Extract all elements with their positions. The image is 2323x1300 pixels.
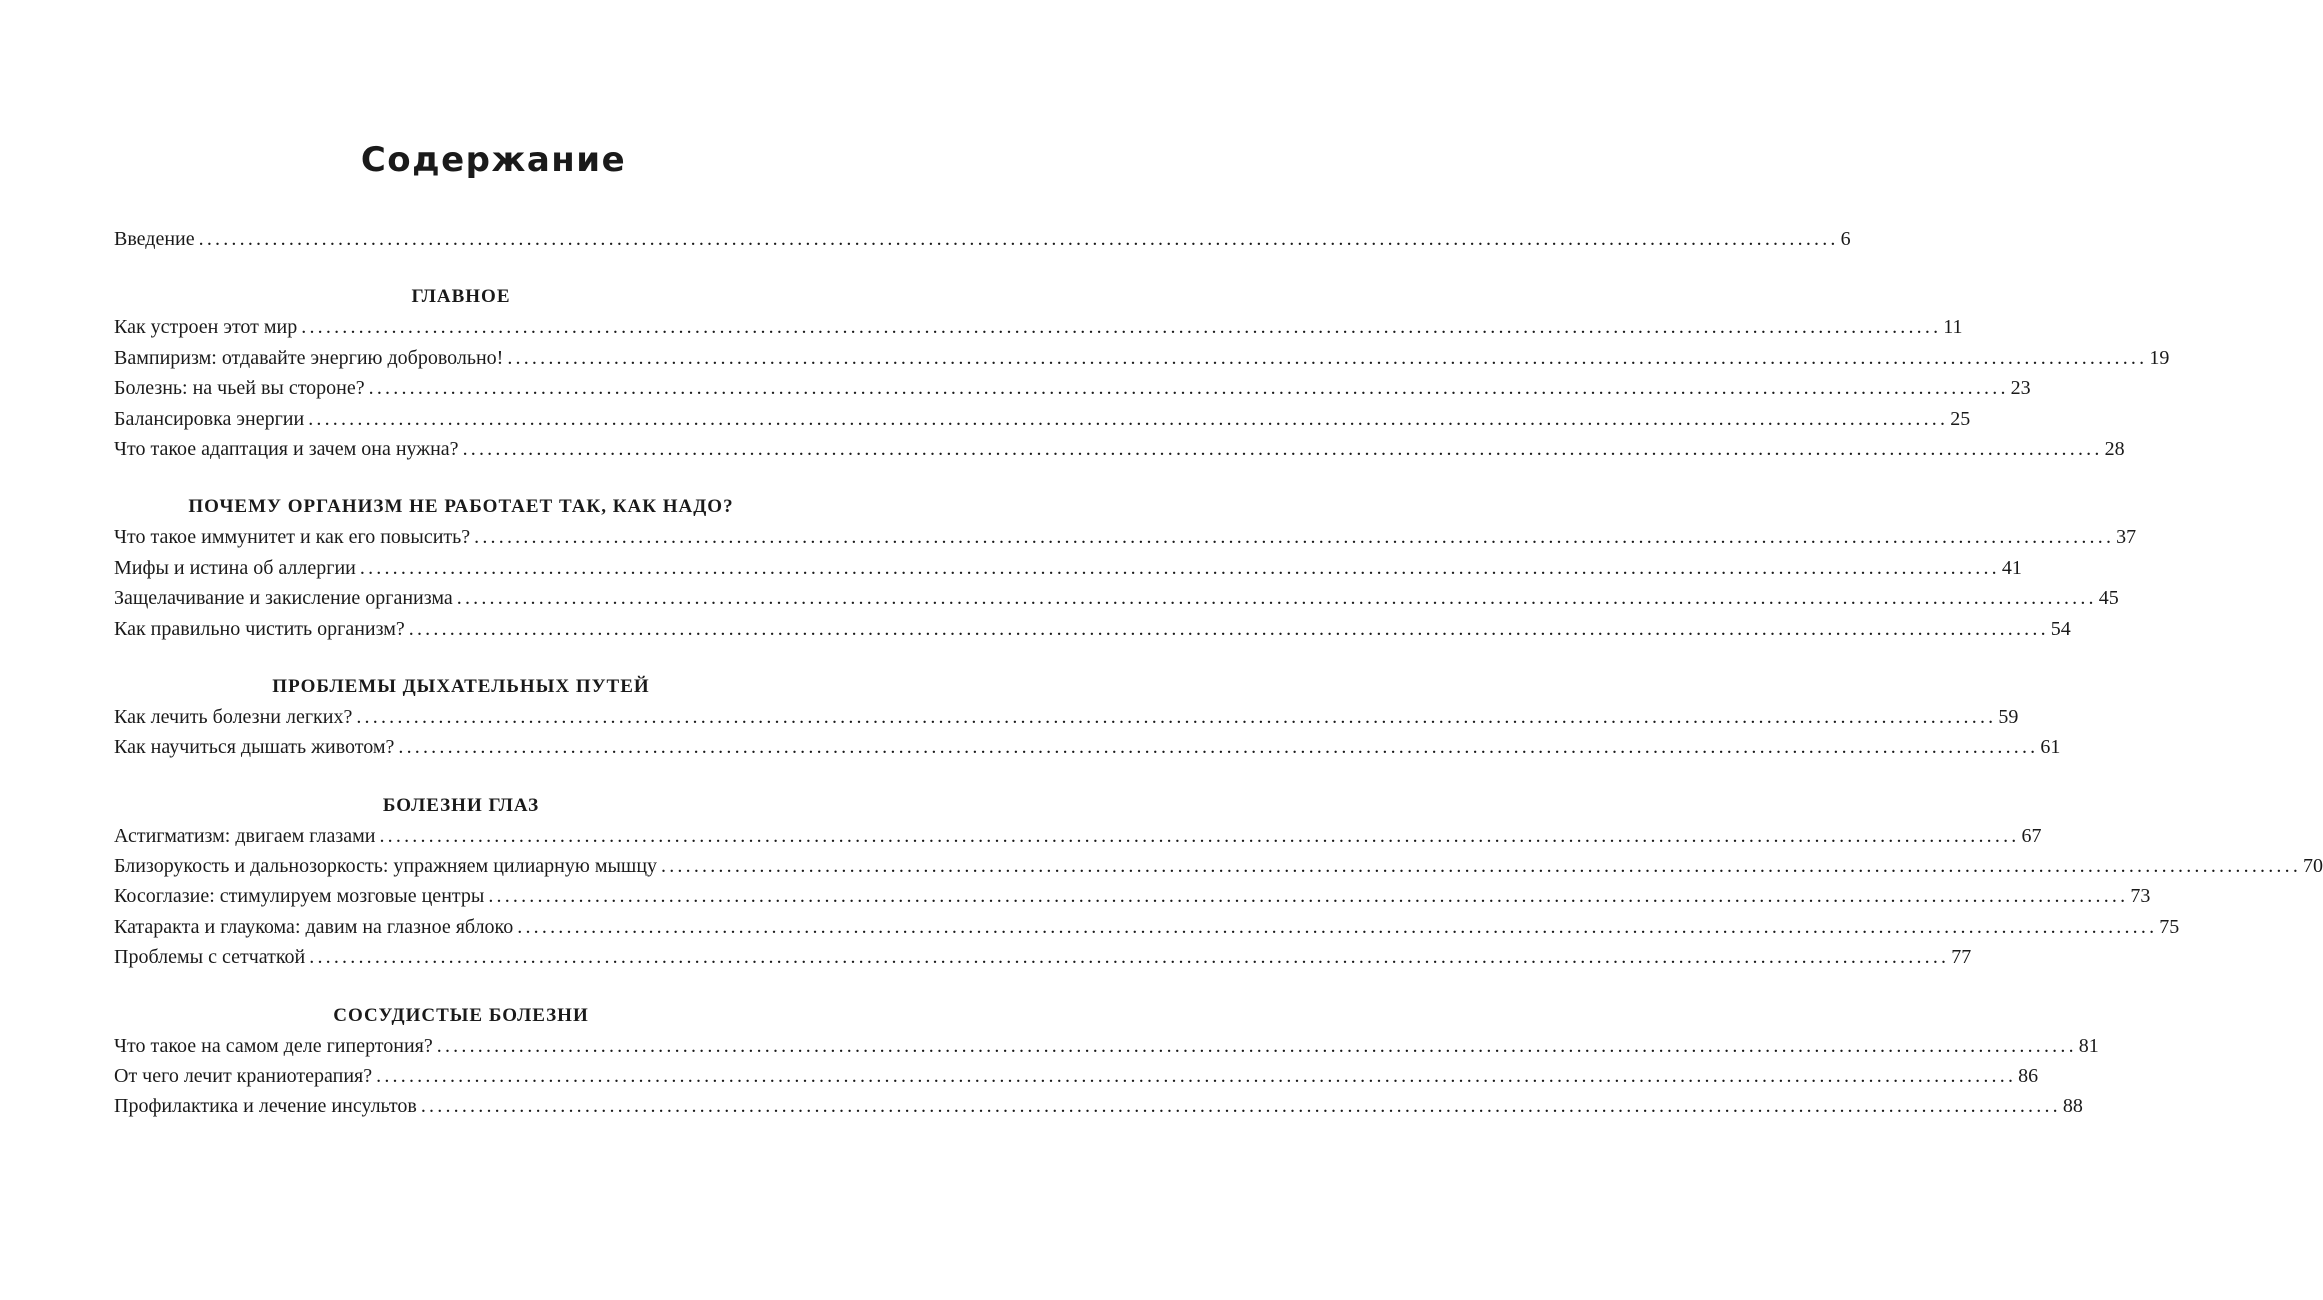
dot-leader: ........................................................................................................................................................................................................ — [517, 915, 2158, 938]
section-heading: БОЛЕЗНИ ГЛАЗ — [382, 794, 540, 816]
dot-leader: ........................................................................................................................................................................................................ — [456, 587, 2097, 610]
toc-entry[interactable] — [114, 434, 2125, 464]
toc-entry[interactable] — [114, 373, 2031, 403]
dot-leader: ........................................................................................................................................................................................................ — [308, 407, 1949, 430]
toc-entry[interactable] — [114, 404, 1971, 434]
toc-entry-page: 37 — [2116, 526, 2137, 549]
toc-entry[interactable] — [114, 702, 2019, 732]
section-heading: ПРОБЛЕМЫ ДЫХАТЕЛЬНЫХ ПУТЕЙ — [272, 675, 650, 697]
toc-entry[interactable] — [114, 942, 1972, 972]
toc-entry-title: Что такое на самом деле гипертония? — [114, 1034, 433, 1057]
toc-entry-page: 6 — [1840, 228, 1851, 250]
toc-entry[interactable] — [114, 343, 2170, 373]
toc-entry-page: 11 — [1943, 316, 1963, 339]
table-of-contents — [114, 224, 2323, 1122]
toc-entry-title: Близорукость и дальнозоркость: упражняем цилиарную мышцу — [114, 855, 658, 878]
toc-entry-page: 59 — [1998, 705, 2019, 728]
toc-entry[interactable] — [114, 881, 2151, 911]
dot-leader: ........................................................................................................................................................................................................ — [507, 346, 2148, 369]
dot-leader: ........................................................................................................................................................................................................ — [309, 946, 1950, 969]
dot-leader: ........................................................................................................................................................................................................ — [198, 228, 1839, 250]
dot-leader: ........................................................................................................................................................................................................ — [436, 1034, 2077, 1057]
toc-entry-page: 70 — [2303, 855, 2323, 878]
toc-entry-title: Как правильно чистить организм? — [114, 617, 405, 640]
toc-entry-page: 81 — [2078, 1034, 2099, 1057]
toc-entry[interactable] — [114, 732, 2061, 762]
dot-leader: ........................................................................................................................................................................................................ — [661, 855, 2302, 878]
toc-entry[interactable] — [114, 821, 2042, 851]
toc-entry[interactable] — [114, 1061, 2039, 1091]
section-heading: СОСУДИСТЫЕ БОЛЕЗНИ — [333, 1004, 589, 1026]
toc-entry-title: Как научиться дышать животом? — [114, 736, 395, 759]
toc-entry-title: Проблемы с сетчаткой — [114, 946, 306, 969]
toc-entry-intro[interactable] — [114, 224, 1851, 254]
dot-leader: ........................................................................................................................................................................................................ — [376, 1065, 2017, 1088]
toc-entry-title: Болезнь: на чьей вы стороне? — [114, 377, 365, 400]
toc-entry-page: 25 — [1950, 407, 1971, 430]
toc-entry-title: Профилактика и лечение инсультов — [114, 1095, 417, 1118]
dot-leader: ........................................................................................................................................................................................................ — [356, 705, 1997, 728]
toc-entry-page: 75 — [2159, 915, 2180, 938]
toc-entry-title: От чего лечит краниотерапия? — [114, 1065, 373, 1088]
dot-leader: ........................................................................................................................................................................................................ — [420, 1095, 2061, 1118]
toc-entry[interactable] — [114, 1031, 2099, 1061]
toc-entry-page: 88 — [2062, 1095, 2083, 1118]
toc-entry-page: 28 — [2104, 437, 2125, 460]
toc-entry-page: 54 — [2050, 617, 2071, 640]
section-heading: ПОЧЕМУ ОРГАНИЗМ НЕ РАБОТАЕТ ТАК, КАК НАДО? — [188, 496, 734, 518]
toc-entry[interactable] — [114, 851, 2323, 881]
dot-leader: ........................................................................................................................................................................................................ — [488, 885, 2129, 908]
toc-entry-title: Как устроен этот мир — [114, 316, 298, 339]
dot-leader: ........................................................................................................................................................................................................ — [368, 377, 2009, 400]
dot-leader: ........................................................................................................................................................................................................ — [398, 736, 2039, 759]
toc-entry[interactable] — [114, 614, 2071, 644]
toc-entry-title: Что такое адаптация и зачем она нужна? — [114, 437, 459, 460]
toc-entry[interactable] — [114, 583, 2119, 613]
toc-entry-page: 77 — [1951, 946, 1972, 969]
dot-leader: ........................................................................................................................................................................................................ — [474, 526, 2115, 549]
toc-entry-page: 23 — [2010, 377, 2031, 400]
toc-entry-title: Как лечить болезни легких? — [114, 705, 353, 728]
dot-leader: ........................................................................................................................................................................................................ — [359, 556, 2000, 579]
toc-entry-title: Что такое иммунитет и как его повысить? — [114, 526, 471, 549]
dot-leader: ........................................................................................................................................................................................................ — [379, 824, 2020, 847]
dot-leader: ........................................................................................................................................................................................................ — [301, 316, 1942, 339]
toc-entry-page: 67 — [2021, 824, 2042, 847]
toc-entry-page: 61 — [2040, 736, 2061, 759]
toc-entry-title: Косоглазие: стимулируем мозговые центры — [114, 885, 485, 908]
toc-entry-page: 45 — [2098, 587, 2119, 610]
dot-leader: ........................................................................................................................................................................................................ — [408, 617, 2049, 640]
section-heading: ГЛАВНОЕ — [411, 286, 511, 308]
toc-entry-page: 19 — [2149, 346, 2170, 369]
toc-entry-page: 41 — [2001, 556, 2022, 579]
toc-entry-title: Вампиризм: отдавайте энергию добровольно! — [114, 346, 504, 369]
page-title: Содержание — [360, 140, 627, 180]
toc-entry-title: Балансировка энергии — [114, 407, 305, 430]
toc-entry[interactable] — [114, 553, 2022, 583]
toc-entry-page: 73 — [2130, 885, 2151, 908]
toc-entry-title: Введение — [114, 228, 195, 250]
toc-entry-title: Астигматизм: двигаем глазами — [114, 824, 376, 847]
toc-entry[interactable] — [114, 1091, 2083, 1121]
toc-entry[interactable] — [114, 912, 2180, 942]
toc-entry-title: Катаракта и глаукома: давим на глазное яблоко — [114, 915, 514, 938]
toc-entry-page: 86 — [2018, 1065, 2039, 1088]
toc-entry-title: Мифы и истина об аллергии — [114, 556, 356, 579]
toc-entry[interactable] — [114, 312, 1963, 342]
dot-leader: ........................................................................................................................................................................................................ — [462, 437, 2103, 460]
toc-entry-title: Защелачивание и закисление организма — [114, 587, 453, 610]
toc-entry[interactable] — [114, 522, 2137, 552]
